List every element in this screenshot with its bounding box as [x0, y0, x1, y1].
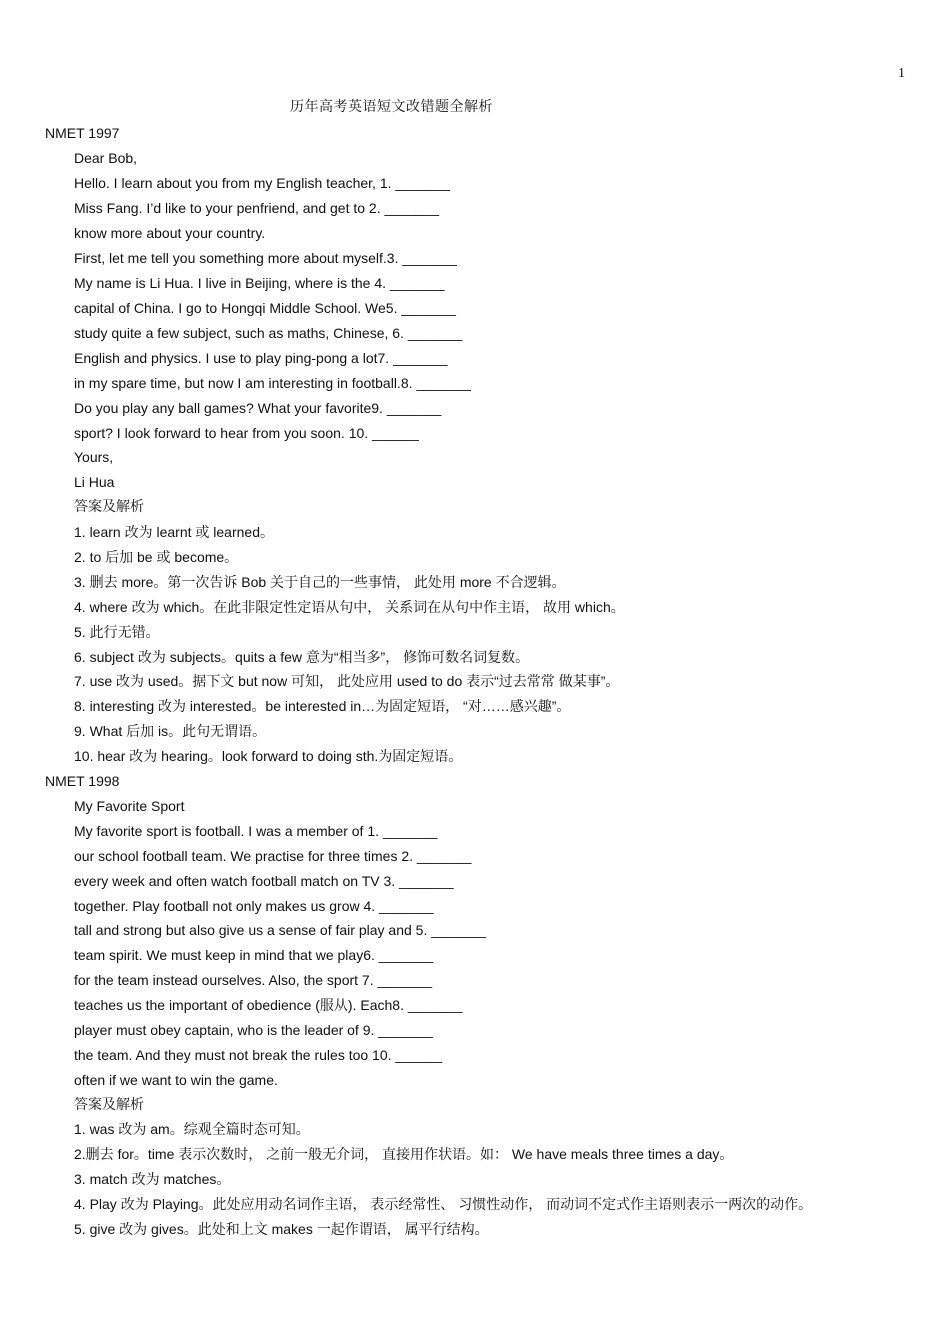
passage-line: often if we want to win the game.: [74, 1072, 278, 1088]
answer-line: 1. was 改为 am。综观全篇时态可知。: [74, 1121, 310, 1137]
answer-line: 2. to 后加 be 或 become。: [74, 549, 239, 565]
passage-line: our school football team. We practise for three times 2. _______: [74, 848, 472, 864]
passage-line: Hello. I learn about you from my English teacher, 1. _______: [74, 175, 450, 191]
section-label-1998: NMET 1998: [45, 773, 120, 789]
answer-line: 7. use 改为 used。据下文 but now 可知， 此处应用 used to do 表示“过去常常 做某事”。: [74, 673, 620, 689]
letter-closing: Yours,: [74, 449, 114, 465]
passage-line: capital of China. I go to Hongqi Middle School. We5. _______: [74, 300, 456, 316]
passage-line: together. Play football not only makes us grow 4. _______: [74, 898, 434, 914]
passage-line: sport? I look forward to hear from you soon. 10. ______: [74, 425, 419, 441]
passage-line: know more about your country.: [74, 225, 266, 241]
passage-line: Miss Fang. I’d like to your penfriend, and get to 2. _______: [74, 200, 440, 216]
passage-line: Do you play any ball games? What your favorite9. _______: [74, 400, 442, 416]
passage-line: tall and strong but also give us a sense of fair play and 5. _______: [74, 922, 486, 938]
passage-line: study quite a few subject, such as maths, Chinese, 6. _______: [74, 325, 463, 341]
answer-line: 8. interesting 改为 interested。be interested in…为固定短语， “对……感兴趣”。: [74, 698, 571, 714]
answer-line: 10. hear 改为 hearing。look forward to doing sth.为固定短语。: [74, 748, 463, 764]
passage-line: English and physics. I use to play ping-pong a lot7. _______: [74, 350, 448, 366]
passage-title: My Favorite Sport: [74, 798, 185, 814]
answer-line: 3. 删去 more。第一次告诉 Bob 关于自己的一些事情， 此处用 more 不合逻辑。: [74, 574, 566, 590]
answer-line: 1. learn 改为 learnt 或 learned。: [74, 524, 274, 540]
passage-line: player must obey captain, who is the leader of 9. _______: [74, 1022, 433, 1038]
passage-line: First, let me tell you something more about myself.3. _______: [74, 250, 457, 266]
letter-signature: Li Hua: [74, 474, 115, 490]
letter-salutation: Dear Bob,: [74, 150, 138, 166]
passage-line: for the team instead ourselves. Also, the sport 7. _______: [74, 972, 432, 988]
answers-heading: 答案及解析: [74, 499, 144, 515]
answer-line: 2.删去 for。time 表示次数时， 之前一般无介词， 直接用作状语。如： We have meals three times a day。: [74, 1146, 734, 1162]
passage-line: every week and often watch football match on TV 3. _______: [74, 873, 454, 889]
passage-line: team spirit. We must keep in mind that we play6. _______: [74, 947, 434, 963]
passage-line: in my spare time, but now I am interesting in football.8. _______: [74, 375, 471, 391]
answer-line: 5. 此行无错。: [74, 624, 160, 640]
answer-line: 4. Play 改为 Playing。此处应用动名词作主语， 表示经常性、 习惯性动作， 而动词不定式作主语则表示一两次的动作。: [74, 1196, 813, 1212]
answer-line: 6. subject 改为 subjects。quits a few 意为“相当多”， 修饰可数名词复数。: [74, 649, 530, 665]
passage-line: teaches us the important of obedience (服从). Each8. _______: [74, 997, 463, 1013]
passage-line: the team. And they must not break the rules too 10. ______: [74, 1047, 443, 1063]
answer-line: 5. give 改为 gives。此处和上文 makes 一起作谓语， 属平行结构。: [74, 1221, 489, 1237]
answer-line: 4. where 改为 which。在此非限定性定语从句中， 关系词在从句中作主语， 故用 which。: [74, 599, 625, 615]
answer-line: 9. What 后加 is。此句无谓语。: [74, 723, 267, 739]
section-label-1997: NMET 1997: [45, 125, 120, 141]
answers-heading: 答案及解析: [74, 1097, 144, 1113]
page-number: 1: [898, 66, 905, 81]
passage-line: My name is Li Hua. I live in Beijing, where is the 4. _______: [74, 275, 445, 291]
document-title: 历年高考英语短文改错题全解析: [290, 99, 493, 115]
answer-line: 3. match 改为 matches。: [74, 1171, 231, 1187]
passage-line: My favorite sport is football. I was a member of 1. _______: [74, 823, 438, 839]
